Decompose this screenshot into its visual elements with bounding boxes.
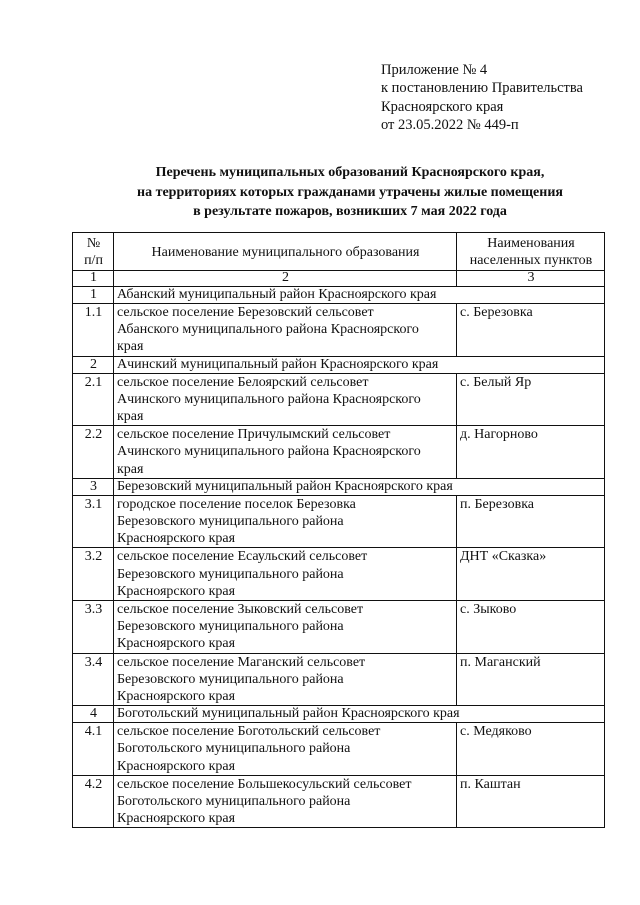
appendix-block [381, 61, 583, 134]
district-name: Боготольский муниципальный район Красноярского края [114, 706, 605, 723]
municipality-name: городское поселение поселок Березовка Березовского муниципального района Красноярского края [114, 495, 457, 548]
settlement-name: п. Каштан [457, 775, 605, 828]
municipality-row [73, 373, 605, 426]
district-row [73, 478, 605, 495]
header-settlements [457, 233, 605, 271]
settlement-name: д. Нагорново [457, 426, 605, 479]
municipality-row [73, 600, 605, 653]
settlement-name: ДНТ «Сказка» [457, 548, 605, 601]
row-number: 3.3 [73, 600, 114, 653]
title-line: на территориях которых гражданами утрачены жилые помещения [137, 184, 563, 200]
municipality-name: сельское поселение Маганский сельсовет Березовского муниципального района Красноярского края [114, 653, 457, 706]
municipality-name: сельское поселение Причулымский сельсовет Ачинского муниципального района Красноярского края [114, 426, 457, 479]
row-number: 2 [73, 356, 114, 373]
district-row [73, 706, 605, 723]
municipality-name: сельское поселение Березовский сельсовет Абанского муниципального района Красноярского края [114, 303, 457, 356]
settlement-name: п. Маганский [457, 653, 605, 706]
settlement-name: с. Белый Яр [457, 373, 605, 426]
municipality-name: сельское поселение Боготольский сельсовет Боготольского муниципального района Красноярского края [114, 723, 457, 776]
appendix-line: Приложение № 4 [381, 62, 488, 78]
row-number: 4.1 [73, 723, 114, 776]
district-name: Ачинский муниципальный район Красноярского края [114, 356, 605, 373]
header-number-line1: № [86, 236, 101, 251]
row-number: 4 [73, 706, 114, 723]
row-number: 1 [73, 286, 114, 303]
column-number: 1 [73, 271, 114, 287]
appendix-line: Красноярского края [381, 98, 504, 115]
settlement-name: с. Березовка [457, 303, 605, 356]
row-number: 4.2 [73, 775, 114, 828]
district-name: Абанский муниципальный район Красноярского края [114, 286, 605, 303]
column-numbers-row [73, 271, 605, 287]
municipality-row [73, 548, 605, 601]
municipality-row [73, 495, 605, 548]
table-header-row [73, 233, 605, 271]
row-number: 1.1 [73, 303, 114, 356]
header-settlements-line2: населенных пунктов [469, 253, 593, 269]
title-line: в результате пожаров, возникших 7 мая 2022 года [193, 204, 507, 219]
appendix-line: к постановлению Правительства [381, 80, 583, 97]
municipalities-table [72, 232, 605, 828]
district-row [73, 356, 605, 373]
document-title [60, 163, 640, 222]
settlement-name: п. Березовка [457, 495, 605, 548]
municipality-name: сельское поселение Зыковский сельсовет Березовского муниципального района Красноярского края [114, 600, 457, 653]
column-number: 3 [457, 271, 605, 287]
title-line: Перечень муниципальных образований Красноярского края, [155, 165, 545, 180]
municipality-row [73, 426, 605, 479]
row-number: 3.4 [73, 653, 114, 706]
municipality-name: сельское поселение Есаульский сельсовет Березовского муниципального района Красноярского края [114, 548, 457, 601]
row-number: 2.2 [73, 426, 114, 479]
header-name: Наименование муниципального образования [114, 233, 457, 271]
row-number: 3.1 [73, 495, 114, 548]
municipality-row [73, 653, 605, 706]
header-number [73, 233, 114, 271]
municipality-name: сельское поселение Большекосульский сельсовет Боготольского муниципального района Красноярского края [114, 775, 457, 828]
header-number-line2: п/п [84, 253, 103, 269]
appendix-line: от 23.05.2022 № 449-п [381, 116, 519, 133]
municipality-row [73, 723, 605, 776]
column-number: 2 [114, 271, 457, 287]
row-number: 3.2 [73, 548, 114, 601]
row-number: 3 [73, 478, 114, 495]
settlement-name: с. Зыково [457, 600, 605, 653]
municipality-row [73, 303, 605, 356]
district-row [73, 286, 605, 303]
settlement-name: с. Медяково [457, 723, 605, 776]
municipality-row [73, 775, 605, 828]
municipality-name: сельское поселение Белоярский сельсовет Ачинского муниципального района Красноярского края [114, 373, 457, 426]
district-name: Березовский муниципальный район Красноярского края [114, 478, 605, 495]
header-settlements-line1: Наименования [487, 236, 575, 251]
row-number: 2.1 [73, 373, 114, 426]
